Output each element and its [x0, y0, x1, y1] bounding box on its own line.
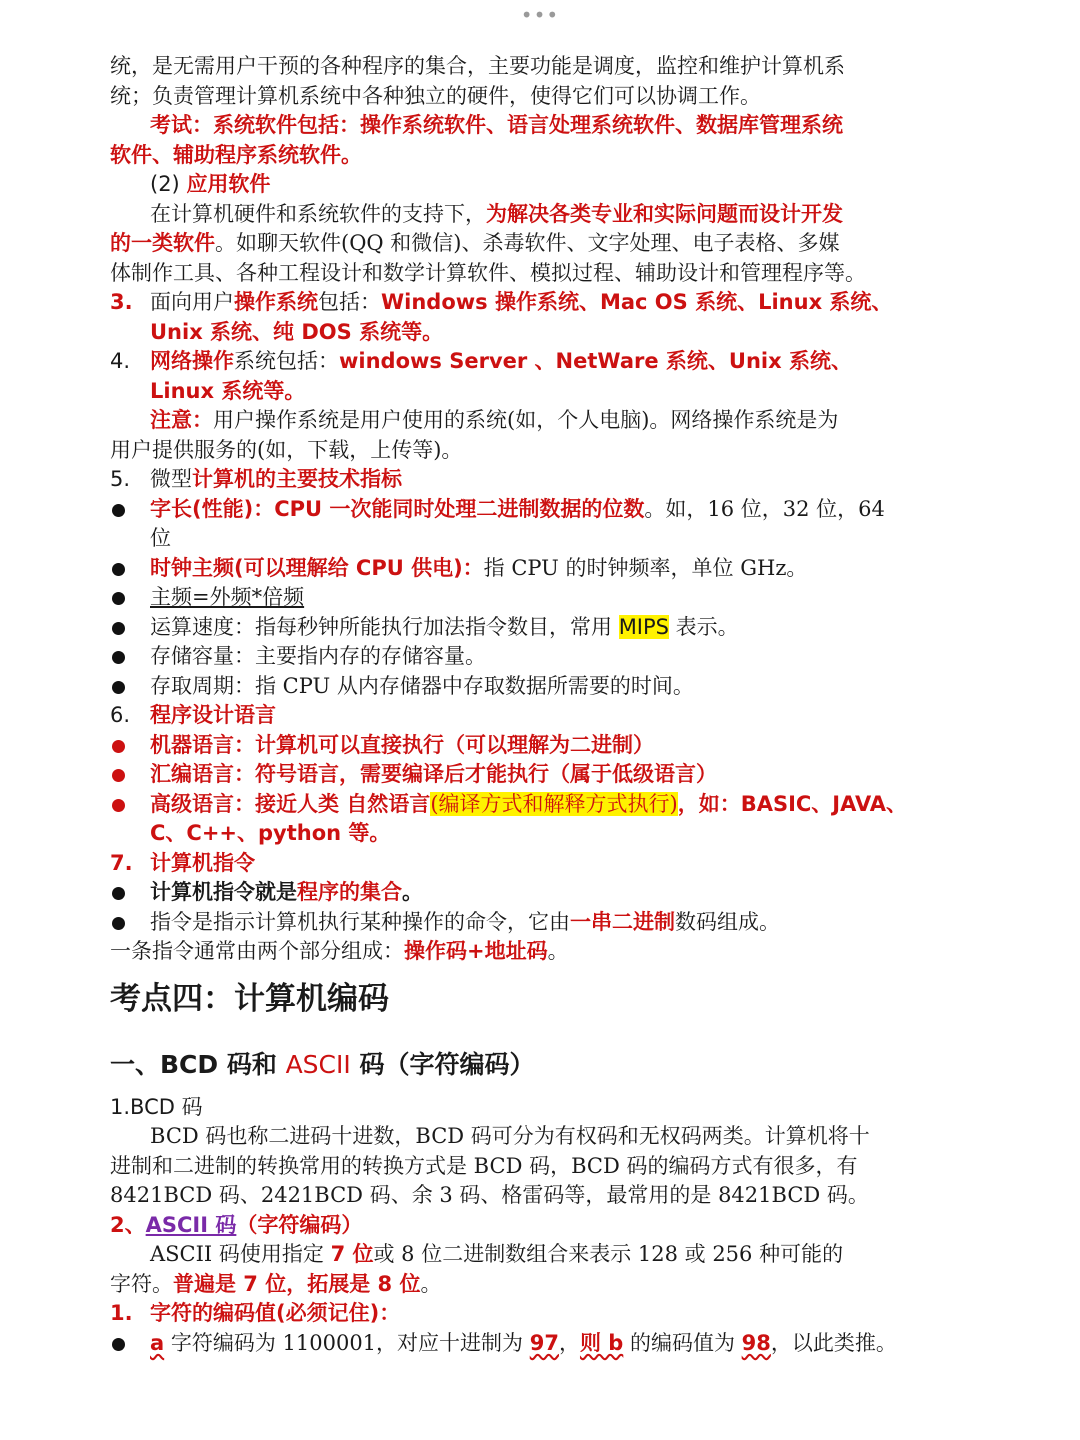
- list-item-codes: 1. 字符的编码值(必须记住)：: [110, 1301, 401, 1325]
- ascii-title: 2、ASCII 码（字符编码）: [110, 1212, 363, 1237]
- text-line: 在计算机硬件和系统软件的支持下，为解决各类专业和实际问题而设计开发: [150, 201, 843, 226]
- lang-bullet-assembly: 汇编语言：符号语言，需要编译后才能执行（属于低级语言）: [110, 760, 910, 790]
- section-heading: 考点四：计算机编码: [110, 980, 389, 1017]
- tech-bullet-storage: 存储容量：主要指内存的存储容量。: [110, 642, 910, 672]
- note-line: 用户提供服务的(如，下载，上传等)。: [110, 437, 463, 462]
- bullet-icon: [110, 554, 150, 584]
- tech-bullet-frequency: 主频=外频*倍频: [110, 583, 910, 613]
- text-line: 一条指令通常由两个部分组成：操作码+地址码。: [110, 939, 569, 963]
- bullet-icon: [110, 790, 150, 849]
- list-item-4: 4. 网络操作系统包括：windows Server 、NetWare 系统、Unix 系统、Linux 系统等。: [110, 349, 852, 403]
- lang-bullet-high-level: 高级语言：接近人类 自然语言(编译方式和解释方式执行)，如：BASIC、JAVA、C、C++、python 等。: [110, 790, 910, 849]
- bullet-icon: [110, 878, 150, 908]
- bullet-icon: [110, 672, 150, 702]
- bullet-icon: [110, 642, 150, 672]
- subsection-application-software: (2) 应用软件: [150, 172, 271, 196]
- list-item-3: 3. 面向用户操作系统包括：Windows 操作系统、Mac OS 系统、Linux 系统、Unix 系统、纯 DOS 系统等。: [110, 290, 893, 344]
- tech-bullet-speed: 运算速度：指每秒钟所能执行加法指令数目，常用 MIPS 表示。: [110, 613, 910, 643]
- bullet-icon: [110, 613, 150, 643]
- list-item-6: 6. 程序设计语言: [110, 703, 276, 727]
- instr-bullet-2: 指令是指示计算机执行某种操作的命令，它由一串二进制数码组成。: [110, 908, 910, 938]
- bullet-icon: [110, 495, 150, 554]
- list-item-5: 5. 微型计算机的主要技术指标: [110, 467, 402, 491]
- list-item-7: 7. 计算机指令: [110, 850, 255, 875]
- bullet-icon: [110, 908, 150, 938]
- tech-bullet-access: 存取周期：指 CPU 从内存储器中存取数据所需要的时间。: [110, 672, 910, 702]
- exam-note-line: 考试：系统软件包括：操作系统软件、语言处理系统软件、数据库管理系统: [150, 113, 843, 137]
- note-line: 注意：用户操作系统是用户使用的系统(如，个人电脑)。网络操作系统是为: [150, 408, 839, 432]
- text-line: 体制作工具、各种工程设计和数学计算软件、模拟过程、辅助设计和管理程序等。: [110, 260, 866, 285]
- bullet-icon: [110, 583, 150, 613]
- ascii-link[interactable]: ASCII 码: [145, 1212, 237, 1237]
- lang-bullet-machine: 机器语言：计算机可以直接执行（可以理解为二进制）: [110, 731, 910, 761]
- document-page: [110, 52, 910, 1358]
- bullet-icon: [110, 1329, 150, 1359]
- instr-bullet-1: 计算机指令就是程序的集合。: [110, 878, 910, 908]
- tech-bullet-clock: 时钟主频(可以理解给 CPU 供电)：指 CPU 的时钟频率，单位 GHz。: [110, 554, 910, 584]
- bcd-title: 1.BCD 码: [110, 1094, 203, 1119]
- text-line: 的一类软件。如聊天软件(QQ 和微信)、杀毒软件、文字处理、电子表格、多媒: [110, 231, 840, 255]
- text-line: 字符。普遍是 7 位，拓展是 8 位。: [110, 1271, 442, 1296]
- text-line: BCD 码也称二进码十进数，BCD 码可分为有权码和无权码两类。计算机将十: [150, 1124, 870, 1148]
- more-dots-icon[interactable]: •••: [520, 3, 560, 27]
- text-line: ASCII 码使用指定 7 位或 8 位二进制数组合来表示 128 或 256 种可能的: [150, 1242, 844, 1266]
- tech-bullet-word-length: 字长(性能)：CPU 一次能同时处理二进制数据的位数。如，16 位，32 位，64 位: [110, 495, 910, 554]
- bullet-icon: [110, 731, 150, 761]
- text-line: 统；负责管理计算机系统中各种独立的硬件，使得它们可以协调工作。: [110, 83, 761, 108]
- text-line: 统，是无需用户干预的各种程序的集合，主要功能是调度，监控和维护计算机系: [110, 54, 845, 78]
- exam-note-line: 软件、辅助程序系统软件。: [110, 142, 362, 167]
- subsection-heading: 一、BCD 码和 ASCII 码（字符编码）: [110, 1049, 535, 1079]
- bullet-icon: [110, 760, 150, 790]
- codes-bullet-1: a 字符编码为 1100001，对应十进制为 97，则 b 的编码值为 98，以此类推。: [110, 1329, 910, 1359]
- text-line: 进制和二进制的转换常用的转换方式是 BCD 码，BCD 码的编码方式有很多，有: [110, 1153, 858, 1178]
- text-line: 8421BCD 码、2421BCD 码、余 3 码、格雷码等，最常用的是 8421BCD 码。: [110, 1183, 869, 1207]
